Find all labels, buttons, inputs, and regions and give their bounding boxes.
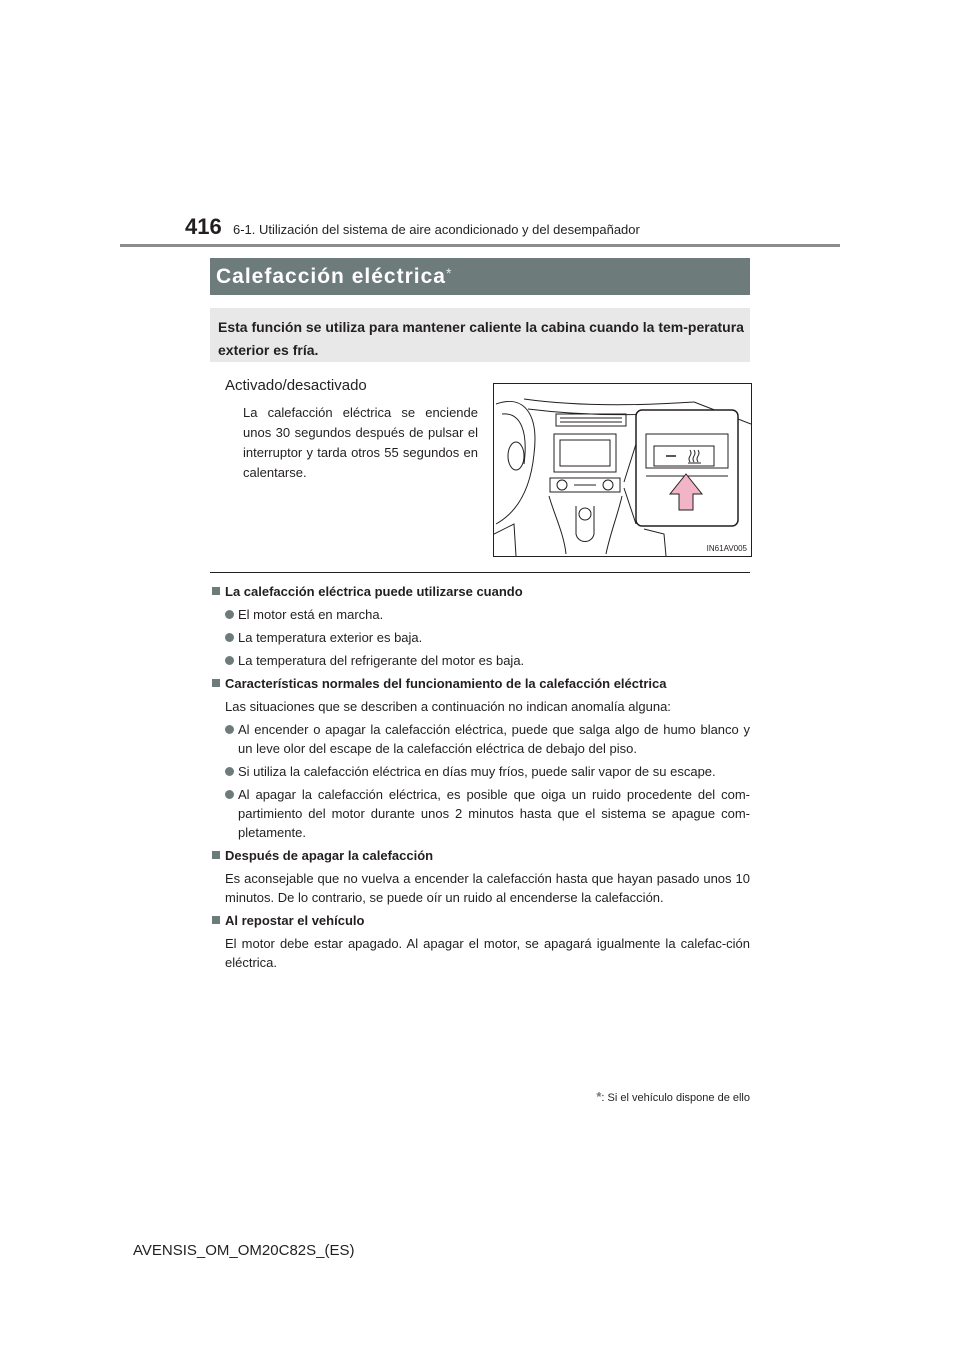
section-divider bbox=[210, 572, 750, 573]
section-title-text: Calefacción eléctrica bbox=[216, 265, 446, 288]
note-bullet: El motor está en marcha. bbox=[210, 605, 750, 624]
title-marker: * bbox=[445, 265, 453, 281]
note-bullet: Al apagar la calefacción eléctrica, es posible que oiga un ruido procedente del com-partimiento del motor durante unos 2 minutos hasta que el sistema se apague com-pletamente. bbox=[210, 785, 750, 842]
note-bullet: Al encender o apagar la calefacción eléctrica, puede que salga algo de humo blanco y un leve olor del escape de la calefacción eléctrica de debajo del piso. bbox=[210, 720, 750, 758]
intro-text: Esta función se utiliza para mantener caliente la cabina cuando la tem-peratura exterior es fría. bbox=[218, 319, 744, 358]
footer-code: AVENSIS_OM_OM20C82S_(ES) bbox=[133, 1242, 355, 1259]
note-heading: La calefacción eléctrica puede utilizarse cuando bbox=[210, 582, 750, 601]
footnote bbox=[596, 1089, 750, 1104]
page-number: 416 bbox=[185, 214, 222, 239]
notes-content bbox=[210, 582, 750, 976]
note-heading: Después de apagar la calefacción bbox=[210, 846, 750, 865]
note-heading: Características normales del funcionamiento de la calefacción eléctrica bbox=[210, 674, 750, 693]
switch-description: La calefacción eléctrica se enciende unos 30 segundos después de pulsar el interruptor y tarda otros 55 segundos en calentarse. bbox=[243, 405, 478, 480]
dashboard-figure bbox=[493, 383, 752, 557]
dashboard-illustration bbox=[494, 384, 751, 556]
figure-code: IN61AV005 bbox=[706, 544, 747, 553]
note-text: Las situaciones que se describen a continuación no indican anomalía alguna: bbox=[225, 699, 671, 714]
note-heading: Al repostar el vehículo bbox=[210, 911, 750, 930]
switch-heading: Activado/desactivado bbox=[225, 377, 367, 394]
note-text: Es aconsejable que no vuelva a encender la calefacción hasta que hayan pasado unos 10 minutos. De lo contrario, se puede oír un ruido al encenderse la calefacción. bbox=[225, 871, 750, 905]
header-rule bbox=[120, 244, 840, 247]
intro-box bbox=[210, 308, 750, 362]
section-title-bar bbox=[210, 258, 750, 295]
footnote-marker: * bbox=[596, 1089, 602, 1104]
note-text: El motor debe estar apagado. Al apagar el motor, se apagará igualmente la calefac-ción eléctrica. bbox=[225, 936, 750, 970]
chapter-title: 6-1. Utilización del sistema de aire acondicionado y del desempañador bbox=[233, 222, 640, 237]
note-bullet: La temperatura exterior es baja. bbox=[210, 628, 750, 647]
note-bullet: Si utiliza la calefacción eléctrica en días muy fríos, puede salir vapor de su escape. bbox=[210, 762, 750, 781]
note-bullet: La temperatura del refrigerante del motor es baja. bbox=[210, 651, 750, 670]
section-title bbox=[216, 265, 452, 289]
footnote-text: : Si el vehículo dispone de ello bbox=[601, 1092, 750, 1104]
